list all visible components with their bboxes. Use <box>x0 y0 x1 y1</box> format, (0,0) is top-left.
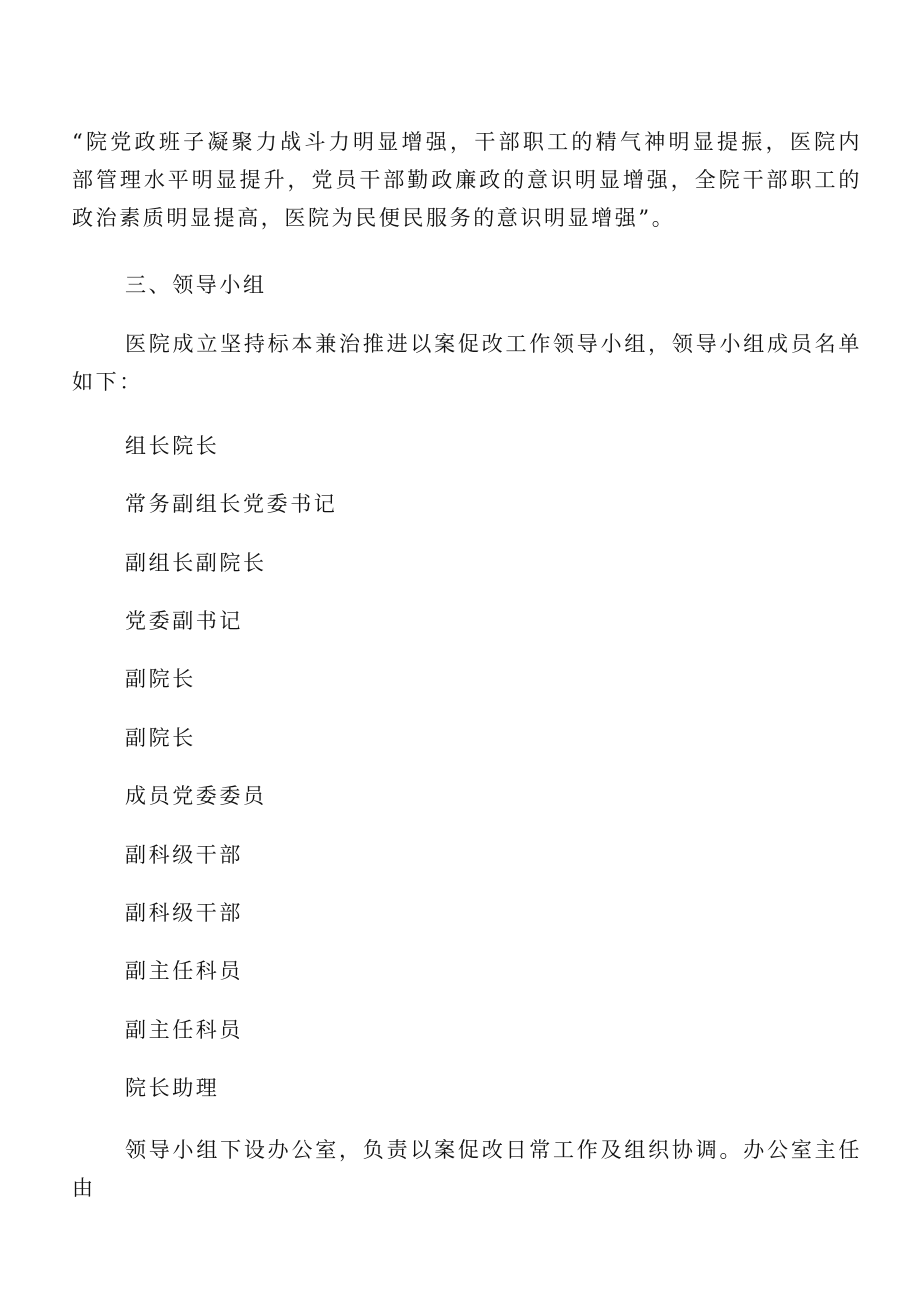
section-heading: 三、领导小组 <box>125 273 267 297</box>
member-line: 副院长 <box>125 726 196 750</box>
group-paragraph: 医院成立坚持标本兼治推进以案促改工作领导小组，领导小组成员名单如下： <box>72 332 862 394</box>
office-paragraph: 领导小组下设办公室，负责以案促改日常工作及组织协调。办公室主任由 <box>72 1138 862 1200</box>
intro-paragraph: “院党政班子凝聚力战斗力明显增强，干部职工的精气神明显提振，医院内部管理水平明显提升，党员干部勤政廉政的意识明显增强，全院干部职工的政治素质明显提高，医院为民便民服务的意识明显增强”。 <box>72 130 862 230</box>
member-line: 组长院长 <box>125 434 220 458</box>
member-line: 成员党委委员 <box>125 784 267 808</box>
member-line: 党委副书记 <box>125 609 243 633</box>
member-line: 副组长副院长 <box>125 551 267 575</box>
member-line: 副主任科员 <box>125 1018 243 1042</box>
member-line: 院长助理 <box>125 1076 220 1100</box>
member-line: 副主任科员 <box>125 959 243 983</box>
member-line: 副科级干部 <box>125 901 243 925</box>
member-line: 副院长 <box>125 667 196 691</box>
member-line: 副科级干部 <box>125 843 243 867</box>
member-line: 常务副组长党委书记 <box>125 492 338 516</box>
